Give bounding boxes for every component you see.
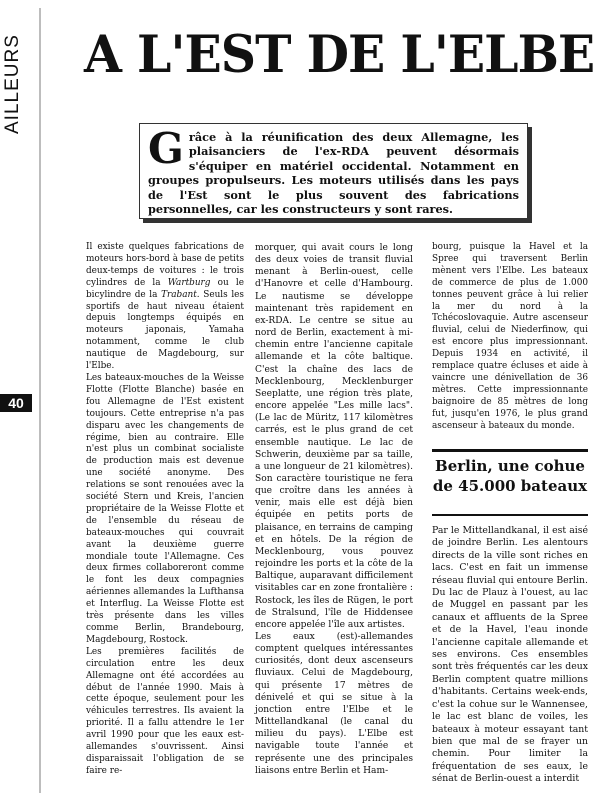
page-number: 40 <box>0 394 32 412</box>
text-run: ou le bicylindre de la <box>86 277 244 300</box>
paragraph: Par le Mittellandkanal, il est aisé de joindre Berlin. Les alentours directs de la ville sont riches en lacs. C'est en fait un immense réseau fluvial qui entoure Berlin. Du lac de Plauz à l'ouest, au lac de Muggel en passant par les canaux et affluents de la Spree et de la Havel, l'eau inonde l'ancienne capitale allemande et ses environs. Ces ensembles sont très fréquentés car les deux Berlin comptent quatre millions d'habitants. Certains week-ends, c'est la cohue sur le Wannensee, le lac est blanc de voiles, les bateaux à moteur essayant tant bien que mal de se frayer un chemin. Pour limiter la fréquentation de ses eaux, le sénat de Berlin-ouest a interdit <box>432 525 588 785</box>
column-3-continued <box>432 525 588 786</box>
drop-cap: G <box>148 124 184 173</box>
text-run: . Seuls les sportifs de haut niveau étaient depuis longtemps équipés en moteurs japonais, Yamaha notamment, comme le club nautique de Magdebourg, sur l'Elbe. <box>86 289 244 372</box>
column-1 <box>86 242 244 778</box>
subhead-rule-top <box>432 449 588 452</box>
lead-paragraph <box>148 124 519 217</box>
paragraph: bourg, puisque la Havel et la Spree qui traversent Berlin mènent vers l'Elbe. Les bateaux de commerce de plus de 1.000 tonnes peuvent grâce à lui relier la mer du nord à la Tchécoslovaquie. Autre ascenseur fluvial, celui de Niederfinow, qui est encore plus impressionnant. Depuis 1934 en activité, il remplace quatre écluses et aide à vaincre une dénivellation de 36 mètres. Cette impressionnante baignoire de 85 mètres de long fut, jusqu'en 1976, le plus grand ascenseur à bateaux du monde. <box>432 242 588 431</box>
paragraph: Les premières facilités de circulation entre les deux Allemagne ont été accordées au début de l'année 1990. Mais à cette époque, seulement pour les véhicules terrestres. Ils avaient la priorité. Il a fallu attendre le 1er avril 1990 pour que les eaux est-allemandes s'ouvrissent. Ainsi disparaissait l'obligation de se faire re- <box>86 646 244 776</box>
text-run-italic: Trabant <box>161 289 197 300</box>
article-title: A L'EST DE L'ELBE <box>84 25 595 85</box>
left-margin <box>0 0 36 807</box>
text-run-italic: Wartburg <box>167 277 211 288</box>
section-rubric: AILLEURS <box>2 34 23 134</box>
paragraph: Les eaux (est)-allemandes comptent quelques intéressantes curiosités, dont deux ascenseurs fluviaux. Celui de Magdebourg, qui présente 17 mètres de dénivelé et qui se situe à la jonction entre l'Elbe et le Mittellandkanal (le canal du milieu du pays). L'Elbe est navigable toute l'année et représente une des principales liaisons entre Berlin et Ham- <box>255 632 413 776</box>
subheading: Berlin, une cohue de 45.000 bateaux <box>432 457 588 495</box>
margin-rule <box>39 8 41 793</box>
subhead-rule-bottom <box>432 514 588 516</box>
lead-text: râce à la réunification des deux Allemagne, les plaisanciers de l'ex-RDA peuvent désormais s'équiper en matériel occidental. Notamment en groupes propulseurs. Les moteurs utilisés dans les pays de l'Est sont le plus souvent des fabrications personnelles, car les constructeurs y sont rares. <box>148 130 519 217</box>
column-3 <box>432 242 588 433</box>
lead-box <box>139 123 528 219</box>
text-run: Il existe quelques fabrications de moteurs hors-bord à base de petits deux-temps de voitures : le trois cylindres de la <box>86 242 244 288</box>
paragraph: morquer, qui avait cours le long des deux voies de transit fluvial menant à Berlin-ouest, celle d'Hanovre et celle d'Hambourg. Le nautisme se développe maintenant très rapidement en ex-RDA. Le centre se situe au nord de Berlin, exactement à mi-chemin entre l'ancienne capitale allemande et la côte baltique. C'est la chaîne des lacs de Mecklenbourg, Mecklenburger Seeplatte, une région très plate, encore appelée "Les mille lacs". (Le lac de Müritz, 117 kilomètres carrés, est le plus grand de cet ensemble nautique. Le lac de Schwerin, deuxième par sa taille, a une longueur de 21 kilomètres). Son caractère touristique ne fera que croître dans les années à venir, mais elle est déjà bien équipée en petits ports de plaisance, en terrains de camping et en hôtels. De la région de Mecklenbourg, vous pouvez rejoindre les ports et la côte de la Baltique, auparavant difficilement visitables car en zone frontalière : Rostock, les îles de Rügen, le port de Stralsund, l'île de Hiddensee encore appelée l'île aux artistes. <box>255 243 413 630</box>
column-2 <box>255 242 413 777</box>
paragraph: Les bateaux-mouches de la Weisse Flotte (Flotte Blanche) basée en fou Allemagne de l'Est existent toujours. Cette entreprise n'a pas disparu avec les changements de régime, bien au contraire. Elle n'est plus un combinat socialiste de production mais est devenue une société anonyme. Des relations se sont renouées avec la société Stern und Kreis, l'ancien propriétaire de la Weisse Flotte et de l'ensemble du réseau de bateaux-mouches qui couvrait avant la deuxième guerre mondiale toute l'Allemagne. Ces deux firmes collaboreront comme le font les deux compagnies aériennes allemandes la Lufthansa et Interflug. La Weisse Flotte est très présente dans les villes comme Berlin, Brandebourg, Magdebourg, Rostock. <box>86 372 244 645</box>
paragraph <box>86 242 244 373</box>
